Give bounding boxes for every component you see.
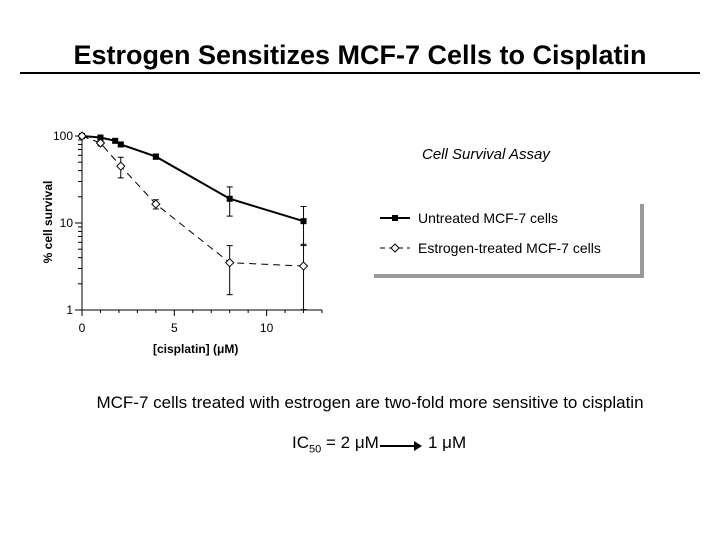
- chart-series: [78, 132, 308, 310]
- ic50-statement: [292, 433, 379, 455]
- legend-label: Estrogen-treated MCF-7 cells: [418, 240, 601, 256]
- data-point: [300, 262, 308, 270]
- data-point: [301, 218, 307, 224]
- slide-title: Estrogen Sensitizes MCF-7 Cells to Cisplatin: [73, 40, 647, 70]
- data-point: [227, 196, 233, 202]
- ic50-after-value: 1 μM: [428, 433, 467, 452]
- data-point: [112, 138, 118, 144]
- y-tick-label: 10: [59, 216, 73, 230]
- data-point: [118, 141, 124, 147]
- y-tick-label: 1: [66, 303, 73, 317]
- series-line: [82, 136, 304, 221]
- series-line: [82, 136, 304, 266]
- x-tick-label: 10: [259, 321, 274, 335]
- ic50-label: IC: [292, 433, 309, 452]
- ic50-subscript: 50: [309, 443, 322, 456]
- y-tick-label: 100: [52, 129, 73, 143]
- chart-axes: [53, 129, 322, 335]
- data-point: [153, 154, 159, 160]
- ic50-before-value: = 2 μM: [325, 433, 379, 452]
- series-estrogen-treated: [78, 132, 308, 310]
- chart-title: Cell Survival Assay: [422, 146, 550, 163]
- right-arrow-icon: [380, 440, 422, 452]
- legend-marker: [392, 215, 398, 221]
- chart-legend: [370, 200, 644, 278]
- x-tick-label: 5: [170, 321, 178, 335]
- legend-label: Untreated MCF-7 cells: [418, 210, 559, 226]
- y-axis-label: % cell survival: [41, 180, 55, 264]
- x-tick-label: 0: [78, 321, 86, 335]
- conclusion-caption: MCF-7 cells treated with estrogen are two-fold more sensitive to cisplatin: [96, 393, 644, 412]
- series-untreated: [79, 133, 307, 246]
- x-axis-label: [cisplatin] (μM): [153, 342, 239, 356]
